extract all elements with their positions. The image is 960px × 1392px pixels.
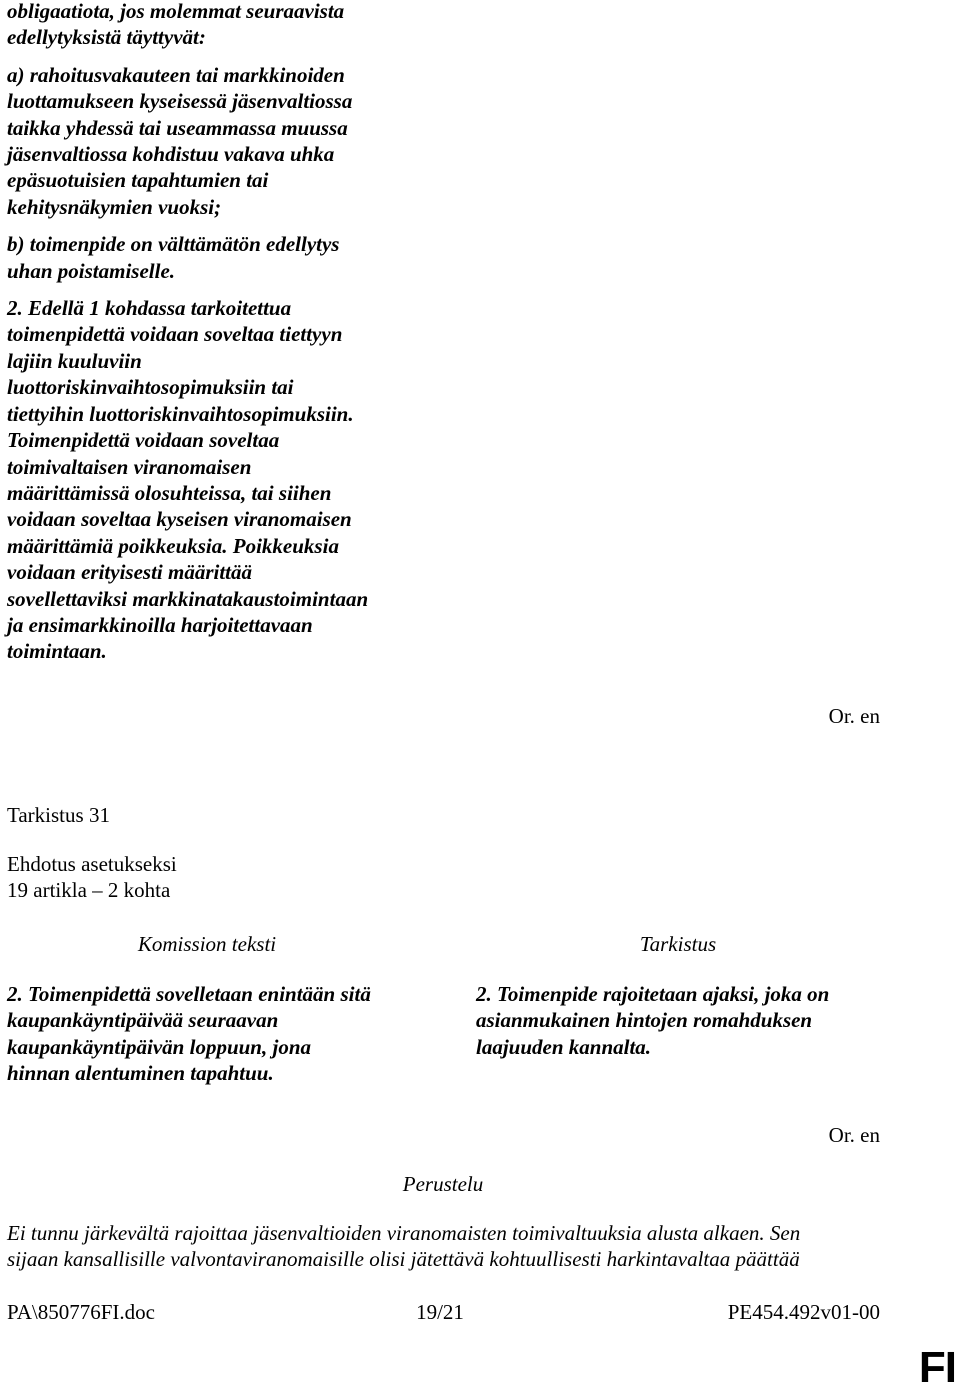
original-language-label: Or. en — [828, 704, 880, 728]
amendment-reference — [7, 851, 507, 904]
footer-doc-ref: PA\850776FI.doc — [7, 1300, 155, 1324]
left-column-text — [7, 0, 437, 665]
footer-pe-ref: PE454.492v01-00 — [727, 1300, 880, 1324]
amendment-text: 2. Toimenpide rajoitetaan ajaksi, joka on asianmukainen hintojen romahduksen laajuuden kannalta. — [476, 982, 830, 1059]
item-b: b) toimenpide on välttämätön edellytys uhan poistamiselle. — [7, 232, 340, 283]
justification-header: Perustelu — [402, 1172, 484, 1196]
paragraph-2: 2. Edellä 1 kohdassa tarkoitettua toimenpidettä voidaan soveltaa tiettyyn lajiin kuuluviin luottoriskinvaihtosopimuksiin tai tiettyihin luottoriskinvaihtosopimuksiin. Toimenpidettä voidaan soveltaa toimivaltaisen viranomaisen määrittämissä olosuhteissa, tai siihen voidaan soveltaa kyseisen viranomaisen määrittämiä poikkeuksia. Poikkeuksia voidaan erityisesti määrittää sovellettaviksi markkinatakaustoimintaan ja ensimarkkinoilla harjoitettavaan toimintaan. — [7, 296, 369, 664]
commission-text: 2. Toimenpidettä sovelletaan enintään sitä kaupankäyntipäivää seuraavan kaupankäyntipäivän loppuun, jona hinnan alentuminen tapahtuu. — [7, 982, 371, 1086]
justification-text: Ei tunnu järkevältä rajoittaa jäsenvaltioiden viranomaisten toimivaltuuksia alusta alkaen. Sen sijaan kansallisille valvontaviranomaisille olisi jätettävä kohtuullisesti harkintavaltaa päättää — [7, 1221, 801, 1272]
original-language-label-2: Or. en — [828, 1123, 880, 1147]
article-label: 19 artikla – 2 kohta — [7, 878, 171, 903]
footer-page-number: 19/21 — [416, 1300, 464, 1324]
amendment-column-header: Tarkistus — [639, 932, 717, 956]
intro-paragraph: obligaatiota, jos molemmat seuraavista edellytyksistä täyttyvät: — [7, 0, 345, 50]
item-a: a) rahoitusvakauteen tai markkinoiden luottamukseen kyseisessä jäsenvaltiossa taikka yhdessä tai useammassa muussa jäsenvaltiossa kohdistuu vakava uhka epäsuotuisien tapahtumien tai kehitysnäkymien vuoksi; — [7, 62, 353, 219]
amendment-title: Tarkistus 31 — [7, 803, 110, 827]
footer-language-code: FI — [918, 1343, 956, 1392]
amendment-heading — [7, 802, 507, 828]
commission-text-header: Komission teksti — [137, 932, 277, 956]
proposal-label: Ehdotus asetukseksi — [7, 852, 177, 876]
